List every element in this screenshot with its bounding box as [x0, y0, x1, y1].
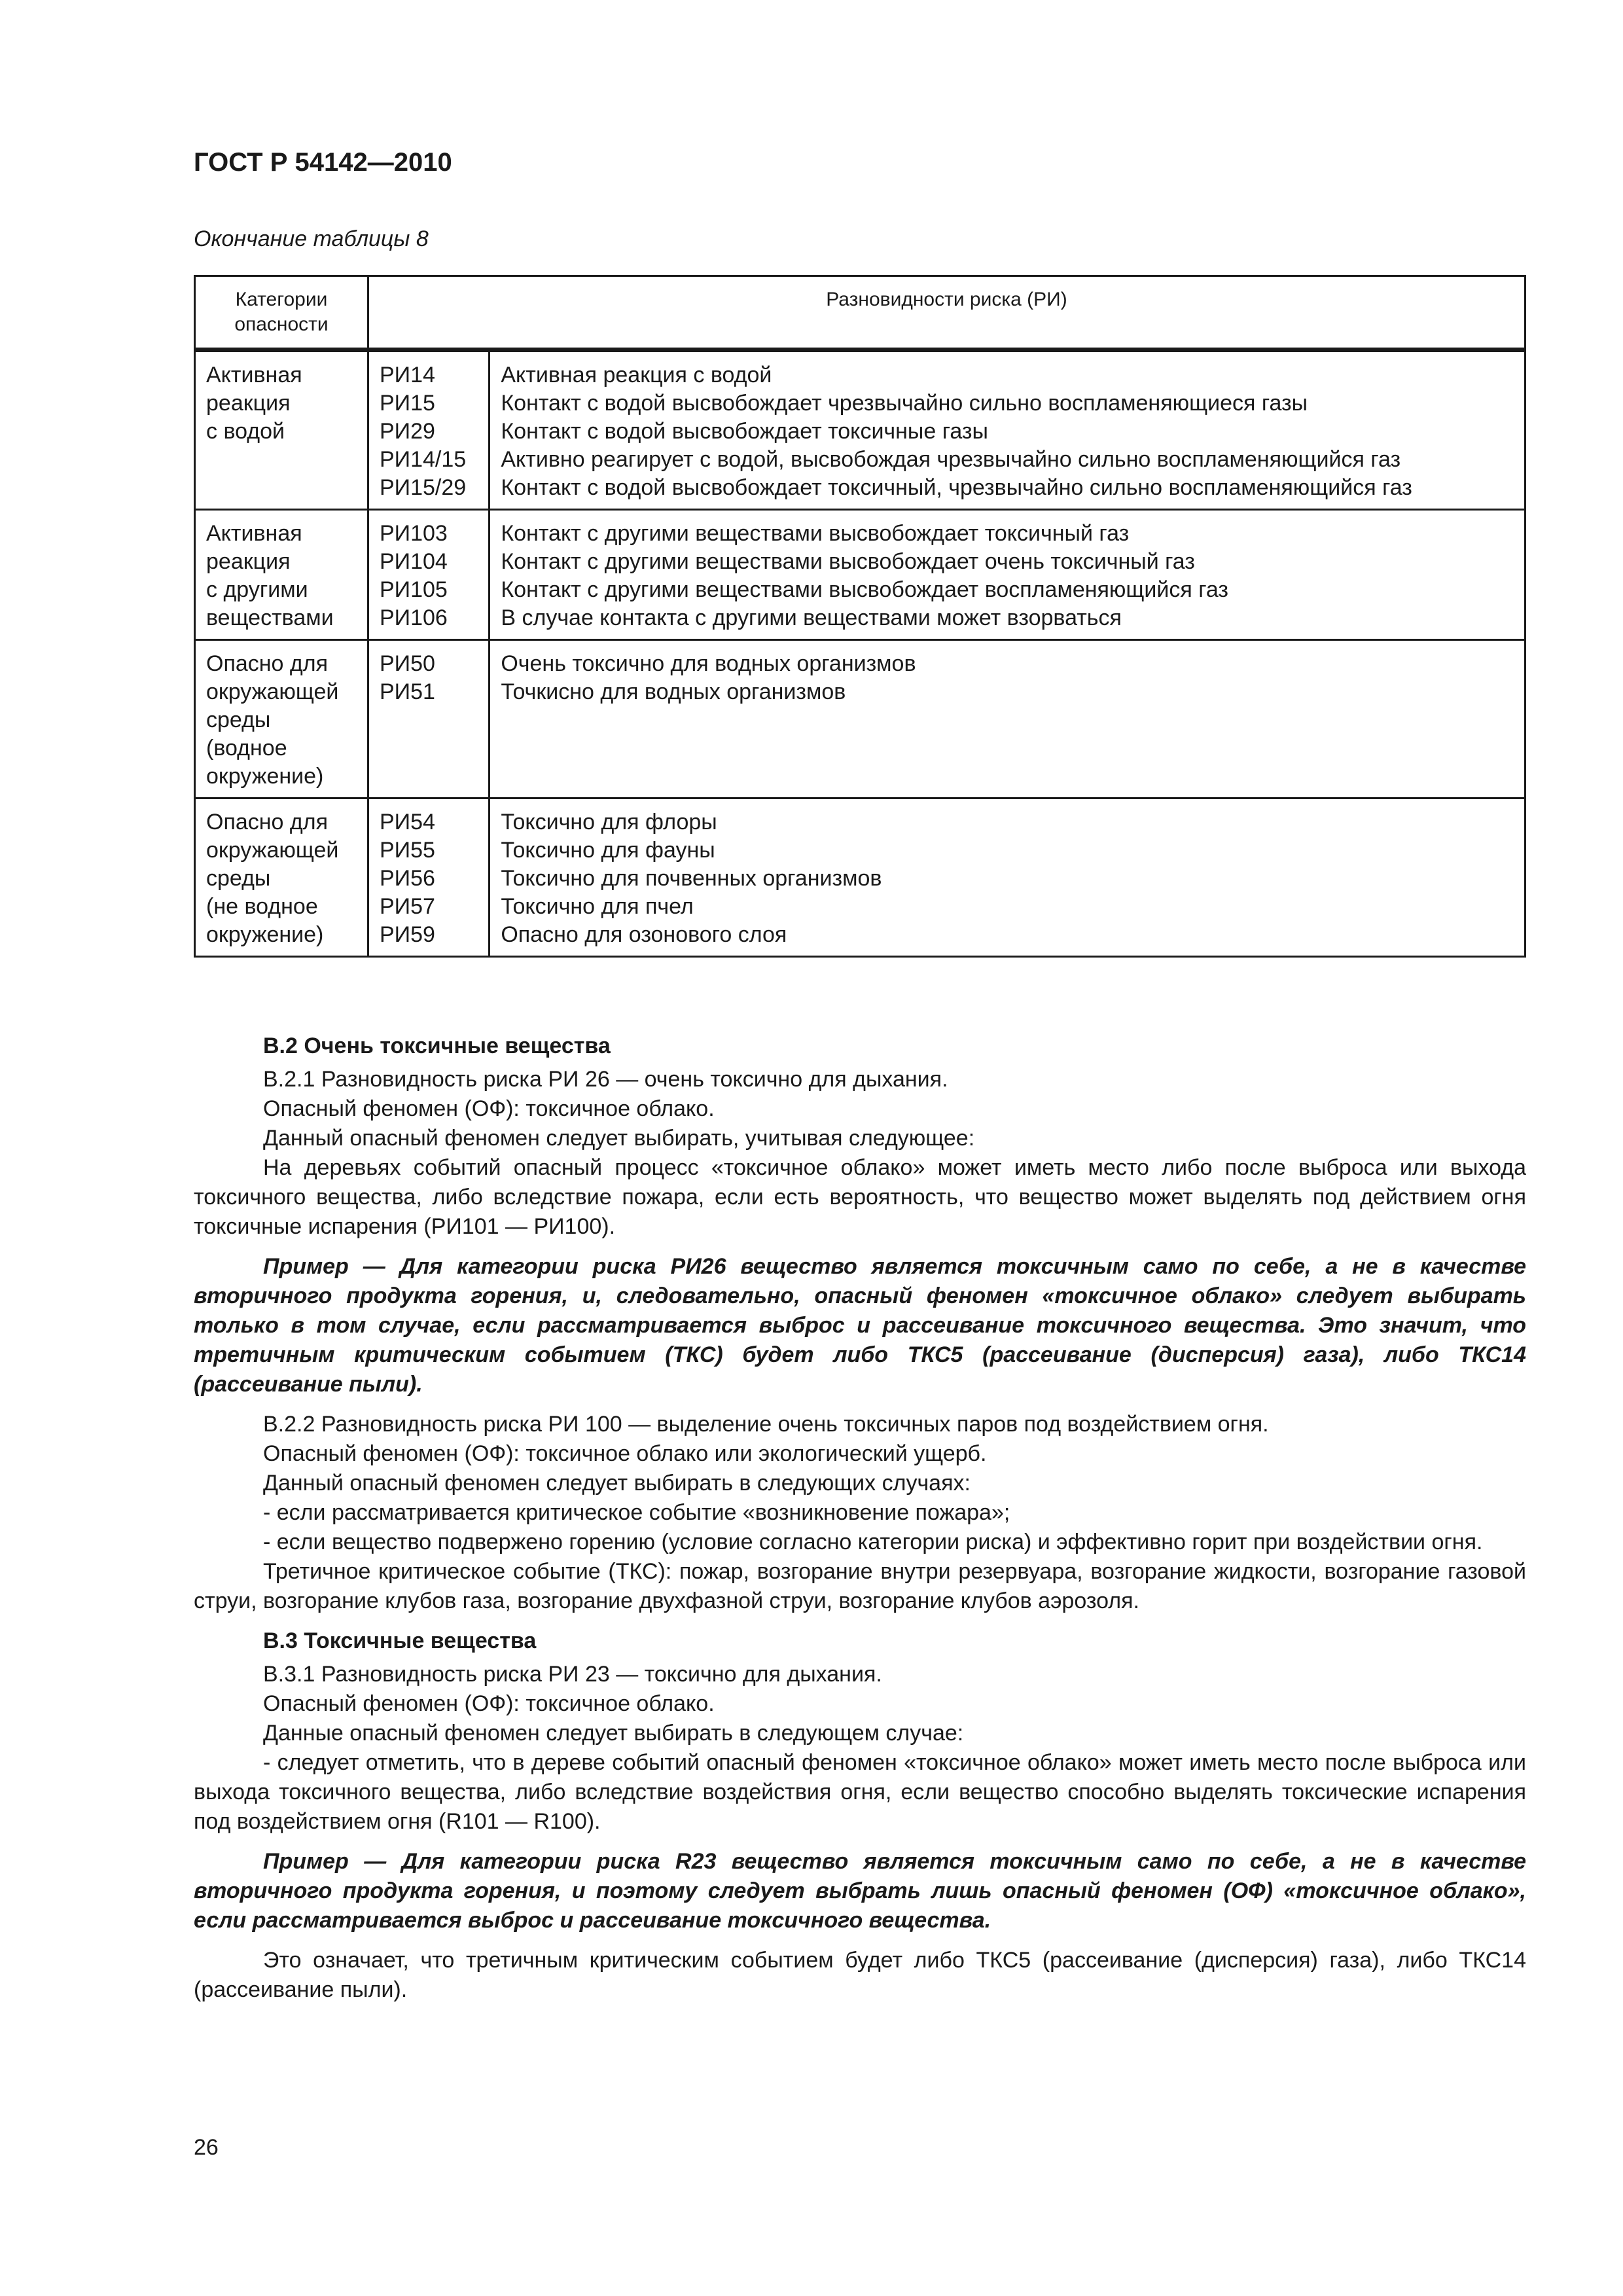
risk-description: Точкисно для водных организмов	[501, 679, 846, 704]
category-line: среды	[206, 866, 271, 891]
risk-code: РИ14	[380, 363, 435, 387]
code-cell	[368, 798, 490, 957]
category-line: окружающей	[206, 679, 339, 704]
category-line: Опасно для	[206, 810, 328, 834]
risk-description: Токсично для флоры	[501, 810, 717, 834]
risk-description: Очень токсично для водных организмов	[501, 651, 916, 676]
risk-description: Контакт с водой высвобождает токсичные газы	[501, 419, 988, 444]
risk-description: Контакт с другими веществами высвобождает очень токсичный газ	[501, 549, 1195, 574]
category-line: Опасно для	[206, 651, 328, 676]
paragraph: Опасный феномен (ОФ): токсичное облако.	[263, 1096, 715, 1121]
table-row	[195, 640, 1525, 798]
risk-code: РИ54	[380, 810, 435, 834]
section-title-b2: В.2 Очень токсичные вещества	[263, 1033, 611, 1058]
paragraph: Опасный феномен (ОФ): токсичное облако или экологический ущерб.	[263, 1441, 987, 1466]
example-paragraph: Пример — Для категории риска R23 вещество является токсичным само по себе, а не в качестве вторичного продукта горения, и поэтому следует выбрать лишь опасный феномен (ОФ) «токсичное облако», если рассматривается выброс и рассеивание токсичного вещества.	[194, 1849, 1526, 1933]
paragraph: В.2.2 Разновидность риска РИ 100 — выделение очень токсичных паров под воздействием огня.	[263, 1412, 1269, 1437]
paragraph: Это означает, что третичным критическим событием будет либо ТКС5 (рассеивание (дисперсия) газа), либо ТКС14 (рассеивание пыли).	[194, 1948, 1526, 2002]
paragraph: Данный опасный феномен следует выбирать в следующих случаях:	[263, 1471, 971, 1496]
category-line: (водное	[206, 736, 287, 761]
risk-description: Активная реакция с водой	[501, 363, 772, 387]
table-row	[195, 510, 1525, 640]
risk-description: Токсично для почвенных организмов	[501, 866, 882, 891]
risk-code: РИ104	[380, 549, 448, 574]
category-line: с водой	[206, 419, 285, 444]
paragraph: Данные опасный феномен следует выбирать в следующем случае:	[263, 1721, 964, 1746]
code-cell	[368, 640, 490, 798]
header-risk-types: Разновидности риска (РИ)	[368, 276, 1525, 350]
risk-description: Контакт с водой высвобождает токсичный, чрезвычайно сильно воспламеняющийся газ	[501, 475, 1412, 500]
category-line: реакция	[206, 549, 291, 574]
risk-code: РИ56	[380, 866, 435, 891]
paragraph: Третичное критическое событие (ТКС): пожар, возгорание внутри резервуара, возгорание жидкости, возгорание газовой струи, возгорание клубов газа, возгорание двухфазной струи, возгорание клубов аэрозоля.	[194, 1559, 1526, 1613]
risk-code: РИ15	[380, 391, 435, 416]
page-number: 26	[194, 2135, 219, 2160]
risk-description: Опасно для озонового слоя	[501, 922, 787, 947]
category-cell	[195, 350, 368, 510]
category-line: Активная	[206, 521, 302, 546]
category-line: окружающей	[206, 838, 339, 863]
risk-code: РИ14/15	[380, 447, 467, 472]
risk-table	[194, 275, 1526, 958]
paragraph: В.2.1 Разновидность риска РИ 26 — очень токсично для дыхания.	[263, 1067, 948, 1092]
risk-description: Контакт с другими веществами высвобождает токсичный газ	[501, 521, 1130, 546]
category-line: (не водное	[206, 894, 318, 919]
table-row	[195, 798, 1525, 957]
category-cell	[195, 640, 368, 798]
category-line: реакция	[206, 391, 291, 416]
category-line: окружение)	[206, 922, 324, 947]
risk-description: В случае контакта с другими веществами может взорваться	[501, 605, 1122, 630]
description-cell	[490, 510, 1525, 640]
risk-code: РИ15/29	[380, 475, 467, 500]
table-header-row	[195, 276, 1525, 350]
code-cell	[368, 510, 490, 640]
category-line: окружение)	[206, 764, 324, 789]
description-cell	[490, 350, 1525, 510]
list-item: - если рассматривается критическое событие «возникновение пожара»;	[263, 1500, 1010, 1525]
category-line: с другими	[206, 577, 308, 602]
table-row	[195, 350, 1525, 510]
risk-description: Токсично для пчел	[501, 894, 694, 919]
section-title-b3: В.3 Токсичные вещества	[263, 1628, 537, 1653]
header-category: Категории опасности	[195, 276, 368, 350]
document-header: ГОСТ Р 54142—2010	[194, 148, 452, 177]
description-cell	[490, 640, 1525, 798]
list-item: - если вещество подвержено горению (условие согласно категории риска) и эффективно горит при воздействии огня.	[263, 1530, 1483, 1554]
category-cell	[195, 510, 368, 640]
paragraph: Опасный феномен (ОФ): токсичное облако.	[263, 1691, 715, 1716]
category-line: веществами	[206, 605, 334, 630]
category-line: Активная	[206, 363, 302, 387]
paragraph: На деревьях событий опасный процесс «токсичное облако» может иметь место либо после выброса или выхода токсичного вещества, либо вследствие пожара, если есть вероятность, что вещество может выделять под действием огня токсичные испарения (РИ101 — РИ100).	[194, 1155, 1526, 1239]
risk-code: РИ51	[380, 679, 435, 704]
code-cell	[368, 350, 490, 510]
risk-code: РИ50	[380, 651, 435, 676]
risk-description: Токсично для фауны	[501, 838, 715, 863]
paragraph: В.3.1 Разновидность риска РИ 23 — токсично для дыхания.	[263, 1662, 882, 1687]
risk-code: РИ105	[380, 577, 448, 602]
example-paragraph: Пример — Для категории риска РИ26 вещество является токсичным само по себе, а не в качестве вторичного продукта горения, и, следовательно, опасный феномен «токсичное облако» следует выбирать только в том случае, если рассматривается выброс и рассеивание токсичного вещества. Это значит, что третичным критическим событием (ТКС) будет либо ТКС5 (рассеивание (дисперсия) газа), либо ТКС14 (рассеивание пыли).	[194, 1254, 1526, 1397]
risk-description: Активно реагирует с водой, высвобождая чрезвычайно сильно воспламеняющийся газ	[501, 447, 1401, 472]
description-cell	[490, 798, 1525, 957]
risk-code: РИ103	[380, 521, 448, 546]
category-cell	[195, 798, 368, 957]
risk-description: Контакт с другими веществами высвобождает воспламеняющийся газ	[501, 577, 1228, 602]
category-line: среды	[206, 708, 271, 732]
risk-description: Контакт с водой высвобождает чрезвычайно сильно воспламеняющиеся газы	[501, 391, 1308, 416]
table-caption: Окончание таблицы 8	[194, 226, 429, 251]
body-text	[194, 1026, 1526, 2005]
paragraph: Данный опасный феномен следует выбирать, учитывая следующее:	[263, 1126, 975, 1151]
risk-code: РИ59	[380, 922, 435, 947]
risk-code: РИ55	[380, 838, 435, 863]
list-item: - следует отметить, что в дереве событий опасный феномен «токсичное облако» может иметь место после выброса или выхода токсичного вещества, либо вследствие воздействия огня, если вещество способно выделять токсические испарения под воздействием огня (R101 — R100).	[194, 1750, 1526, 1834]
risk-code: РИ106	[380, 605, 448, 630]
risk-code: РИ57	[380, 894, 435, 919]
risk-code: РИ29	[380, 419, 435, 444]
